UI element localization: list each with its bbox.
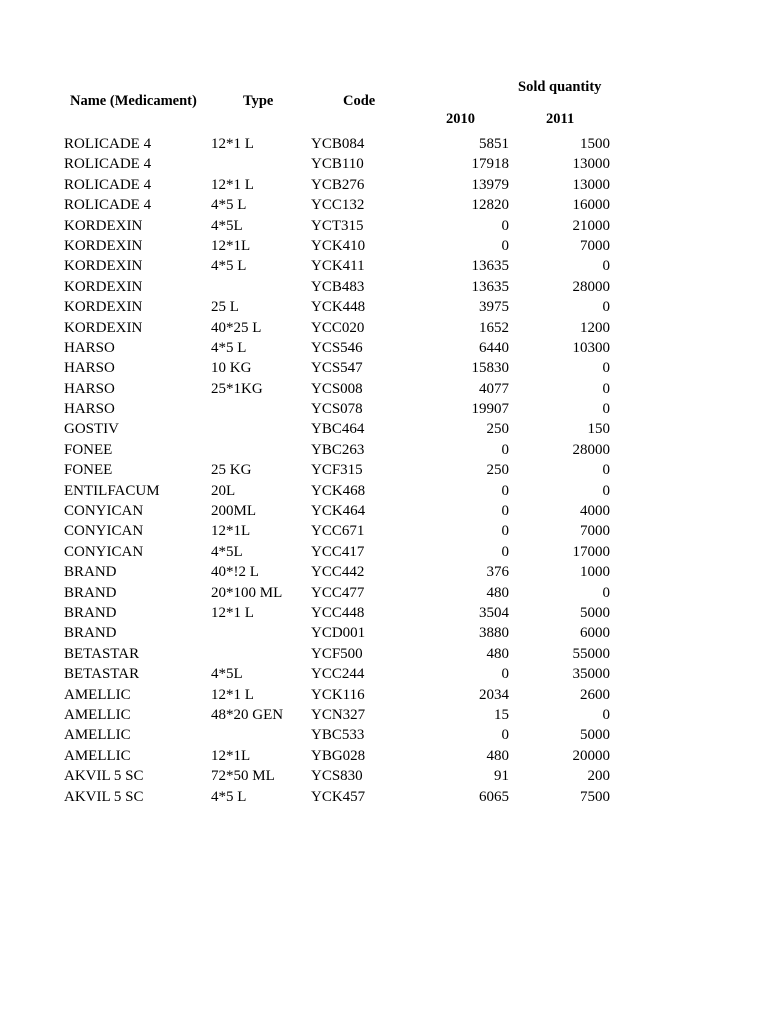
- cell-code: YCK448: [311, 299, 366, 316]
- cell-type: 12*1L: [211, 523, 251, 540]
- table-row: [0, 480, 768, 500]
- cell-name: FONEE: [64, 462, 113, 479]
- cell-name: CONYICAN: [64, 503, 144, 520]
- cell-sold-2010: 4077: [479, 380, 509, 397]
- cell-sold-2010: 3504: [479, 604, 509, 621]
- cell-code: YCT315: [311, 217, 364, 234]
- cell-sold-2010: 12820: [471, 197, 509, 214]
- cell-code: YCF500: [311, 645, 363, 662]
- cell-name: KORDEXIN: [64, 258, 143, 275]
- table-row: [0, 745, 768, 765]
- cell-name: HARSO: [64, 380, 115, 397]
- cell-name: HARSO: [64, 360, 115, 377]
- cell-name: BRAND: [64, 584, 117, 601]
- cell-type: 4*5L: [211, 666, 243, 683]
- cell-type: 12*1 L: [211, 686, 254, 703]
- table-row: [0, 215, 768, 235]
- table-row: [0, 786, 768, 806]
- cell-sold-2010: 0: [501, 503, 509, 520]
- cell-code: YCS546: [311, 339, 363, 356]
- cell-code: YCS547: [311, 360, 363, 377]
- cell-type: 20*100 ML: [211, 584, 283, 601]
- cell-sold-2010: 0: [501, 237, 509, 254]
- cell-type: 10 KG: [211, 360, 252, 377]
- cell-sold-2010: 376: [486, 564, 509, 581]
- cell-sold-2010: 15830: [471, 360, 509, 377]
- cell-code: YCC448: [311, 604, 365, 621]
- cell-sold-2010: 3975: [479, 299, 509, 316]
- column-header-type: Type: [243, 93, 274, 109]
- table-row: [0, 643, 768, 663]
- cell-code: YCK468: [311, 482, 366, 499]
- cell-sold-2011: 1000: [580, 564, 610, 581]
- cell-type: 4*5L: [211, 543, 243, 560]
- cell-name: ROLICADE 4: [64, 197, 152, 214]
- column-header-name: Name (Medicament): [70, 93, 197, 109]
- cell-sold-2010: 17918: [471, 156, 509, 173]
- cell-sold-2011: 7000: [580, 523, 610, 540]
- cell-code: YCC132: [311, 197, 365, 214]
- cell-type: 4*5L: [211, 217, 243, 234]
- cell-name: HARSO: [64, 339, 115, 356]
- cell-name: BRAND: [64, 604, 117, 621]
- cell-sold-2011: 7500: [580, 788, 610, 805]
- table-row: [0, 418, 768, 438]
- cell-sold-2010: 6440: [479, 339, 509, 356]
- column-header-sold-quantity: Sold quantity: [518, 79, 602, 95]
- cell-name: HARSO: [64, 401, 115, 418]
- cell-type: 12*1 L: [211, 136, 254, 152]
- cell-sold-2010: 0: [501, 441, 509, 458]
- cell-code: YCB483: [311, 278, 365, 295]
- table-row: [0, 133, 768, 153]
- cell-code: YBC263: [311, 441, 365, 458]
- cell-name: ENTILFACUM: [64, 482, 160, 499]
- cell-sold-2010: 480: [486, 645, 509, 662]
- cell-name: KORDEXIN: [64, 237, 143, 254]
- cell-code: YBG028: [311, 747, 366, 764]
- cell-sold-2010: 480: [486, 584, 509, 601]
- cell-name: ROLICADE 4: [64, 156, 152, 173]
- cell-name: KORDEXIN: [64, 278, 143, 295]
- cell-name: KORDEXIN: [64, 319, 143, 336]
- cell-sold-2011: 0: [602, 462, 610, 479]
- cell-sold-2010: 15: [494, 706, 509, 723]
- cell-name: AMELLIC: [64, 747, 131, 764]
- table-row: [0, 337, 768, 357]
- table-row: [0, 194, 768, 214]
- table-row: [0, 765, 768, 785]
- column-header-year-2011: 2011: [546, 111, 575, 127]
- cell-sold-2011: 0: [602, 482, 610, 499]
- cell-sold-2011: 35000: [572, 666, 610, 683]
- cell-code: YCB110: [311, 156, 364, 173]
- cell-sold-2010: 250: [486, 421, 509, 438]
- cell-code: YCD001: [311, 625, 366, 642]
- table-row: [0, 561, 768, 581]
- cell-code: YCK410: [311, 237, 366, 254]
- cell-sold-2010: 13979: [471, 176, 509, 193]
- table-row: [0, 255, 768, 275]
- cell-code: YCK116: [311, 686, 365, 703]
- table-row: [0, 439, 768, 459]
- cell-code: YCF315: [311, 462, 363, 479]
- cell-code: YBC533: [311, 727, 365, 744]
- cell-sold-2011: 28000: [572, 441, 610, 458]
- cell-type: 48*20 GEN: [211, 706, 284, 723]
- cell-sold-2010: 5851: [479, 136, 509, 152]
- cell-sold-2011: 200: [587, 768, 610, 785]
- cell-sold-2011: 16000: [572, 197, 610, 214]
- cell-sold-2011: 10300: [572, 339, 610, 356]
- cell-sold-2011: 150: [587, 421, 610, 438]
- cell-type: 12*1L: [211, 747, 251, 764]
- cell-type: 25*1KG: [211, 380, 263, 397]
- cell-sold-2011: 28000: [572, 278, 610, 295]
- cell-type: 12*1 L: [211, 176, 254, 193]
- cell-name: ROLICADE 4: [64, 176, 152, 193]
- cell-code: YCK457: [311, 788, 366, 805]
- cell-type: 12*1L: [211, 237, 251, 254]
- cell-name: BRAND: [64, 625, 117, 642]
- cell-sold-2011: 0: [602, 706, 610, 723]
- cell-type: 72*50 ML: [211, 768, 275, 785]
- table-row: [0, 153, 768, 173]
- cell-sold-2010: 0: [501, 482, 509, 499]
- cell-type: 4*5 L: [211, 788, 247, 805]
- cell-name: AMELLIC: [64, 727, 131, 744]
- cell-sold-2010: 0: [501, 727, 509, 744]
- cell-type: 200ML: [211, 503, 256, 520]
- cell-sold-2011: 13000: [572, 156, 610, 173]
- cell-code: YCS078: [311, 401, 363, 418]
- cell-sold-2010: 0: [501, 523, 509, 540]
- cell-name: ROLICADE 4: [64, 136, 152, 152]
- table-row: [0, 174, 768, 194]
- table-row: [0, 582, 768, 602]
- cell-sold-2010: 19907: [471, 401, 509, 418]
- table-row: [0, 724, 768, 744]
- cell-type: 4*5 L: [211, 197, 247, 214]
- cell-name: AMELLIC: [64, 686, 131, 703]
- cell-sold-2011: 20000: [572, 747, 610, 764]
- cell-sold-2010: 0: [501, 543, 509, 560]
- cell-sold-2011: 17000: [572, 543, 610, 560]
- cell-name: CONYICAN: [64, 543, 144, 560]
- column-header-code: Code: [343, 93, 376, 109]
- cell-code: YCC442: [311, 564, 365, 581]
- cell-sold-2011: 13000: [572, 176, 610, 193]
- table-row: [0, 276, 768, 296]
- cell-sold-2011: 0: [602, 360, 610, 377]
- cell-type: 20L: [211, 482, 236, 499]
- table-row: [0, 541, 768, 561]
- table-body: [0, 133, 768, 806]
- cell-code: YCB276: [311, 176, 365, 193]
- table-row: [0, 602, 768, 622]
- cell-sold-2010: 13635: [471, 278, 509, 295]
- cell-sold-2010: 91: [494, 768, 509, 785]
- cell-sold-2011: 2600: [580, 686, 610, 703]
- cell-sold-2011: 4000: [580, 503, 610, 520]
- table-row: [0, 663, 768, 683]
- cell-sold-2011: 1500: [580, 136, 610, 152]
- cell-sold-2011: 0: [602, 401, 610, 418]
- cell-type: 40*25 L: [211, 319, 262, 336]
- cell-code: YCC020: [311, 319, 365, 336]
- cell-type: 25 KG: [211, 462, 252, 479]
- cell-sold-2011: 21000: [572, 217, 610, 234]
- cell-code: YCC244: [311, 666, 365, 683]
- cell-type: 25 L: [211, 299, 239, 316]
- cell-code: YCK411: [311, 258, 365, 275]
- cell-sold-2011: 0: [602, 380, 610, 397]
- table-row: [0, 296, 768, 316]
- cell-name: KORDEXIN: [64, 299, 143, 316]
- table-row: [0, 520, 768, 540]
- cell-code: YCC417: [311, 543, 365, 560]
- column-header-year-2010: 2010: [446, 111, 475, 127]
- cell-code: YCC477: [311, 584, 365, 601]
- cell-name: AKVIL 5 SC: [64, 768, 144, 785]
- cell-code: YCS008: [311, 380, 363, 397]
- table-row: [0, 459, 768, 479]
- table-row: [0, 704, 768, 724]
- table-row: [0, 317, 768, 337]
- cell-sold-2010: 6065: [479, 788, 509, 805]
- cell-sold-2010: 480: [486, 747, 509, 764]
- cell-type: 12*1 L: [211, 604, 254, 621]
- cell-sold-2011: 0: [602, 584, 610, 601]
- cell-name: GOSTIV: [64, 421, 119, 438]
- cell-name: BETASTAR: [64, 666, 140, 683]
- cell-sold-2010: 0: [501, 666, 509, 683]
- cell-code: YCC671: [311, 523, 365, 540]
- cell-name: FONEE: [64, 441, 113, 458]
- cell-sold-2010: 13635: [471, 258, 509, 275]
- cell-code: YCN327: [311, 706, 366, 723]
- cell-code: YCB084: [311, 136, 365, 152]
- cell-sold-2010: 2034: [479, 686, 509, 703]
- cell-code: YCK464: [311, 503, 366, 520]
- cell-name: AKVIL 5 SC: [64, 788, 144, 805]
- cell-type: 40*!2 L: [211, 564, 259, 581]
- cell-sold-2011: 7000: [580, 237, 610, 254]
- cell-name: BRAND: [64, 564, 117, 581]
- cell-sold-2011: 0: [602, 258, 610, 275]
- table-row: [0, 235, 768, 255]
- cell-name: BETASTAR: [64, 645, 140, 662]
- table-row: [0, 500, 768, 520]
- cell-sold-2011: 6000: [580, 625, 610, 642]
- cell-type: 4*5 L: [211, 339, 247, 356]
- cell-sold-2010: 0: [501, 217, 509, 234]
- cell-sold-2011: 0: [602, 299, 610, 316]
- cell-sold-2011: 5000: [580, 604, 610, 621]
- cell-code: YCS830: [311, 768, 363, 785]
- table-row: [0, 378, 768, 398]
- cell-name: CONYICAN: [64, 523, 144, 540]
- table-row: [0, 622, 768, 642]
- cell-sold-2011: 5000: [580, 727, 610, 744]
- table-row: [0, 684, 768, 704]
- cell-type: 4*5 L: [211, 258, 247, 275]
- cell-sold-2010: 1652: [479, 319, 509, 336]
- cell-code: YBC464: [311, 421, 365, 438]
- cell-sold-2011: 1200: [580, 319, 610, 336]
- table-row: [0, 398, 768, 418]
- cell-sold-2010: 250: [486, 462, 509, 479]
- cell-name: KORDEXIN: [64, 217, 143, 234]
- table-row: [0, 357, 768, 377]
- cell-sold-2011: 55000: [572, 645, 610, 662]
- cell-sold-2010: 3880: [479, 625, 509, 642]
- cell-name: AMELLIC: [64, 706, 131, 723]
